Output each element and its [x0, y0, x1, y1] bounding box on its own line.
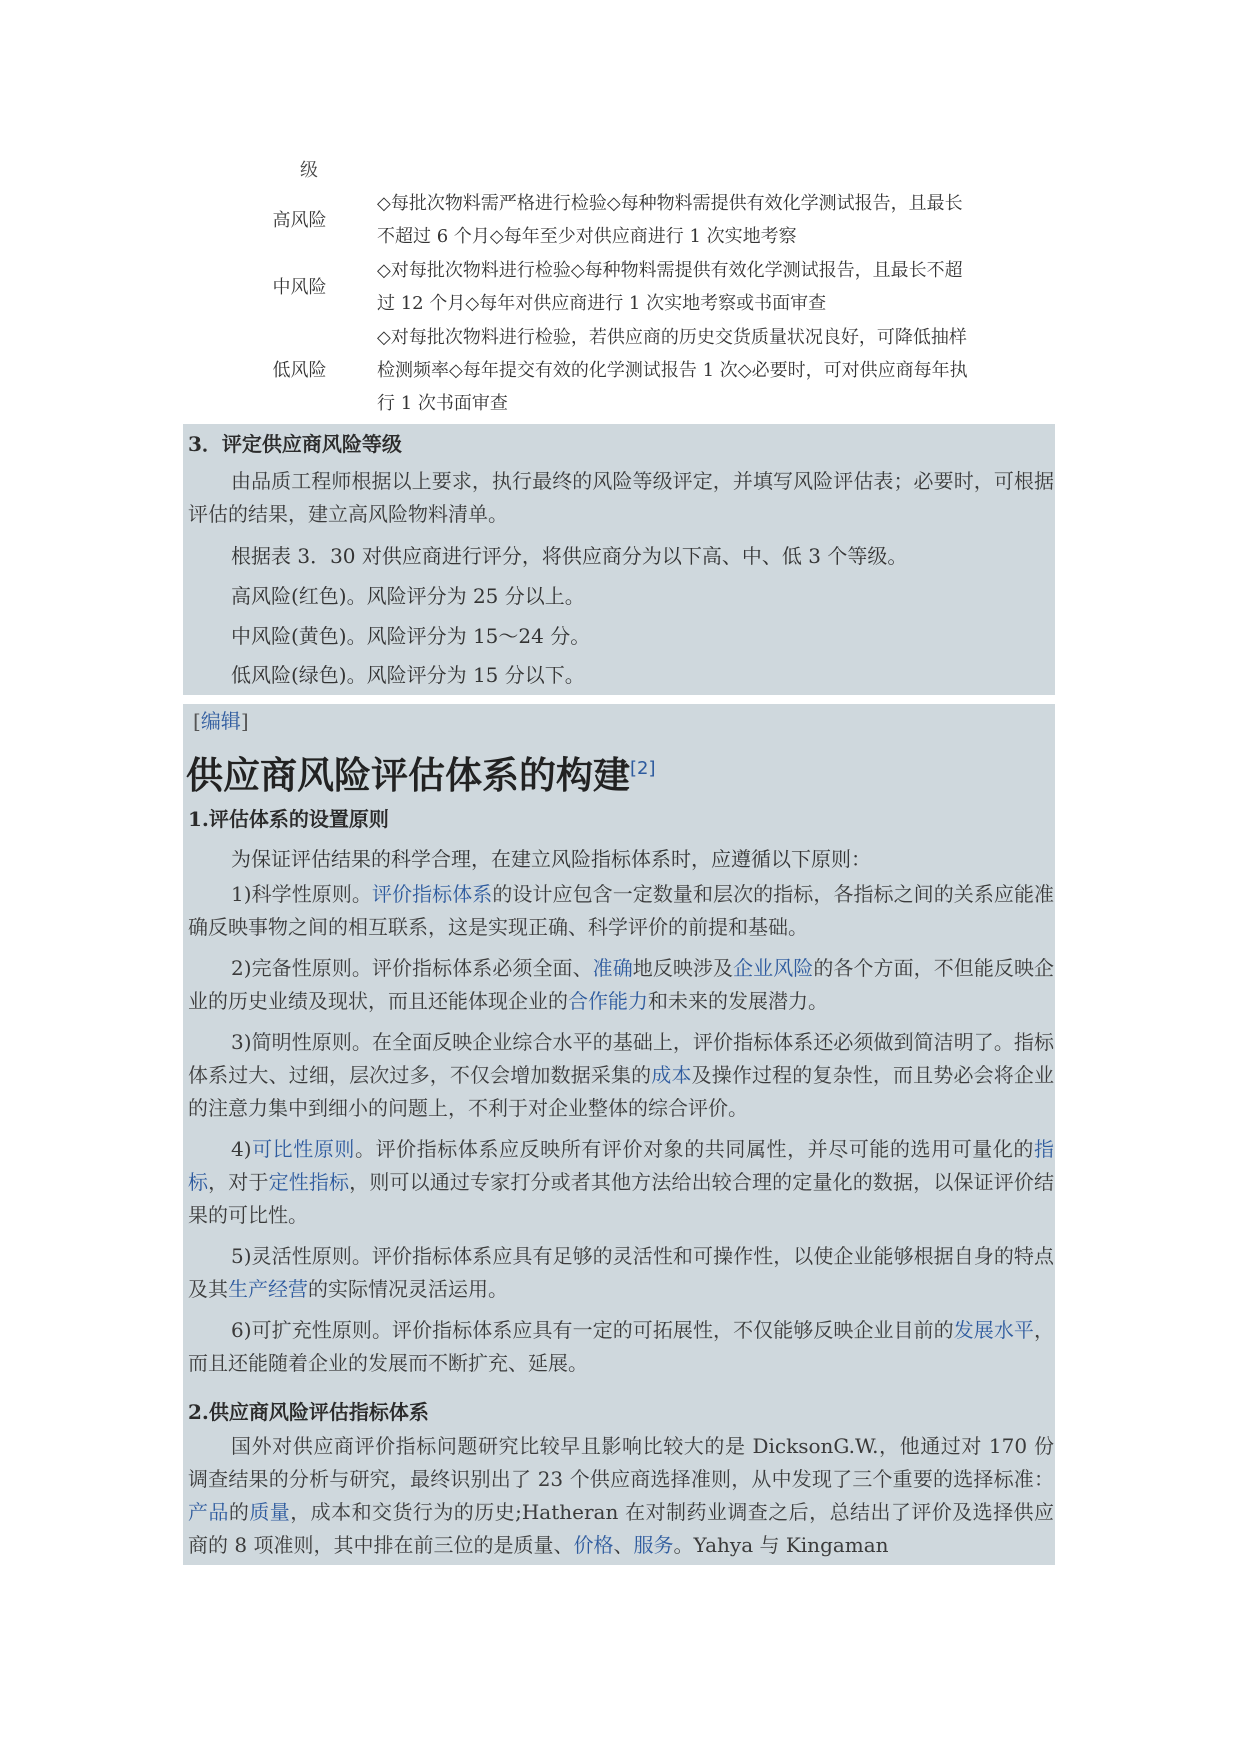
principle-paragraph [188, 1240, 1054, 1306]
risk-grade-low: 低风险(绿色)。风险评分为 15 分以下。 [231, 663, 585, 687]
text-span: ，对于 [208, 1170, 269, 1194]
text-span: 、 [613, 1533, 634, 1557]
principle-paragraph [188, 1133, 1054, 1232]
text-span: 国外对供应商评价指标问题研究比较早且影响比较大的是 DicksonG.W.，他通过对 170 份调查结果的分析与研究，最终识别出了 23 个供应商选择准则，从中发现了三个重要的选择标准： [188, 1434, 1054, 1491]
text-span: 的实际情况灵活运用。 [308, 1277, 508, 1301]
subsection1-intro: 为保证评估结果的科学合理，在建立风险指标体系时，应遵循以下原则： [231, 847, 871, 871]
table-header-fragment: 级 [300, 160, 318, 181]
risk-requirements-table [222, 187, 997, 420]
risk-requirement-medium [377, 253, 997, 320]
title-text: 供应商风险评估体系的构建 [186, 754, 630, 797]
risk-grade-medium: 中风险(黄色)。风险评分为 15～24 分。 [231, 624, 591, 648]
risk-requirement-low [377, 320, 997, 420]
reference-link[interactable]: [2] [630, 758, 656, 779]
link-cooperation-ability[interactable]: 合作能力 [568, 989, 648, 1013]
link-service[interactable]: 服务 [633, 1533, 674, 1557]
risk-level-low: 低风险 [272, 360, 327, 381]
edit-section [193, 705, 249, 734]
table-row [222, 253, 997, 320]
link-price[interactable]: 价格 [573, 1533, 614, 1557]
link-comparability-principle[interactable]: 可比性原则 [251, 1137, 355, 1161]
page-title [186, 745, 656, 799]
text-span: 的各个方面，不但能反映企业的历史业绩及现状，而且还能体现企业的 [188, 956, 1055, 1013]
risk-grade-high: 高风险(红色)。风险评分为 25 分以上。 [231, 584, 585, 608]
principle-paragraph [188, 878, 1054, 944]
text-span: 4) [231, 1137, 252, 1161]
text-span: 3)简明性原则。在全面反映企业综合水平的基础上，评价指标体系还必须做到简洁明了。指标体系过大、过细，层次过多，不仅会增加数据采集的 [188, 1030, 1054, 1087]
link-accurate[interactable]: 准确 [592, 956, 633, 980]
text-span: 。评价指标体系应反映所有评价对象的共同属性，并尽可能的选用可量化的 [355, 1137, 1035, 1161]
link-quality[interactable]: 质量 [249, 1500, 291, 1524]
text-span: ，则可以通过专家打分或者其他方法给出较合理的定量化的数据，以保证评价结果的可比性。 [188, 1170, 1055, 1227]
text-span: 的 [228, 1500, 250, 1524]
edit-bracket-close: ] [240, 709, 249, 733]
principle-paragraph [188, 952, 1054, 1018]
link-enterprise-risk[interactable]: 企业风险 [733, 956, 814, 980]
requirement-line: ◇对每批次物料进行检验，若供应商的历史交货质量状况良好，可降低抽样 [377, 327, 967, 348]
link-cost[interactable]: 成本 [651, 1063, 692, 1087]
link-indicator[interactable]: 指标 [188, 1137, 1055, 1194]
text-span: 的设计应包含一定数量和层次的指标，各指标之间的关系应能准确反映事物之间的相互联系，这是实现正确、科学评价的前提和基础。 [188, 882, 1055, 939]
text-span: 地反映涉及 [632, 956, 734, 980]
edit-bracket-open: [ [193, 709, 201, 733]
risk-level-high: 高风险 [272, 209, 327, 231]
text-span: 5)灵活性原则。评价指标体系应具有足够的灵活性和可操作性，以使企业能够根据自身的特点及其 [188, 1244, 1054, 1301]
link-product[interactable]: 产品 [188, 1500, 229, 1524]
subsection1-heading: 1.评估体系的设置原则 [188, 807, 389, 831]
requirement-line: ◇对每批次物料进行检验◇每种物料需提供有效化学测试报告，且最长不超 [377, 260, 963, 281]
risk-requirement-high [377, 187, 997, 253]
link-evaluation-index-system[interactable]: 评价指标体系 [371, 882, 493, 906]
section3-paragraph: 由品质工程师根据以上要求，执行最终的风险等级评定，并填写风险评估表；必要时，可根据评估的结果，建立高风险物料清单。 [188, 469, 1054, 526]
principle-paragraph [188, 1026, 1054, 1125]
text-span: 6)可扩充性原则。评价指标体系应具有一定的可拓展性，不仅能够反映企业目前的 [231, 1318, 954, 1342]
link-production-operation[interactable]: 生产经营 [228, 1277, 308, 1301]
link-qualitative-indicator[interactable]: 定性指标 [268, 1170, 350, 1194]
text-span: ，成本和交货行为的历史;Hatheran 在对制药业调查之后，总结出了评价及选择供应商的 8 项准则，其中排在前三位的是质量、 [188, 1500, 1055, 1557]
requirement-line: 检测频率◇每年提交有效的化学测试报告 1 次◇必要时，可对供应商每年执 [377, 360, 968, 381]
requirement-line: ◇每批次物料需严格进行检验◇每种物料需提供有效化学测试报告，且最长 [377, 193, 963, 214]
table-row [222, 320, 997, 420]
text-span: 和未来的发展潜力。 [648, 989, 828, 1013]
text-span: 2)完备性原则。评价指标体系必须全面、 [231, 956, 593, 980]
supplier-index-paragraph [188, 1430, 1054, 1562]
text-span: ，而且还能随着企业的发展而不断扩充、延展。 [188, 1318, 1054, 1375]
text-span: 。Yahya 与 Kingaman [673, 1533, 889, 1557]
table-row [222, 187, 997, 253]
risk-level-medium: 中风险 [272, 276, 327, 298]
section3-heading: 3．评定供应商风险等级 [188, 432, 402, 456]
requirement-line: 行 1 次书面审查 [377, 393, 508, 414]
principle-paragraph [188, 1314, 1054, 1380]
link-development-level[interactable]: 发展水平 [953, 1318, 1034, 1342]
requirement-line: 过 12 个月◇每年对供应商进行 1 次实地考察或书面审查 [377, 293, 827, 314]
edit-link[interactable]: 编辑 [200, 709, 241, 733]
subsection2-heading: 2.供应商风险评估指标体系 [188, 1400, 429, 1424]
text-span: 及操作过程的复杂性，而且势必会将企业的注意力集中到细小的问题上，不利于对企业整体的综合评价。 [188, 1063, 1055, 1120]
requirement-line: 不超过 6 个月◇每年至少对供应商进行 1 次实地考察 [377, 226, 797, 247]
section3-paragraph: 根据表 3．30 对供应商进行评分，将供应商分为以下高、中、低 3 个等级。 [231, 544, 908, 568]
text-span: 1)科学性原则。 [231, 882, 372, 906]
